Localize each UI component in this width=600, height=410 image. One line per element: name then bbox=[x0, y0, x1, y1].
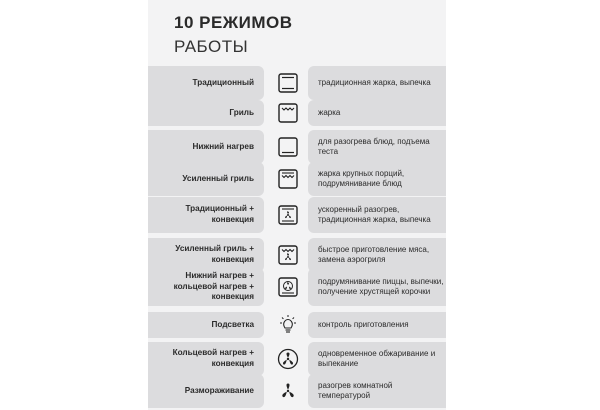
mode-name: Гриль bbox=[229, 107, 254, 117]
mode-name: Нижний нагрев + кольцевой нагрев + конвекция bbox=[173, 271, 254, 302]
mode-name: Нижний нагрев bbox=[192, 141, 254, 151]
mode-row-bottom-heat bbox=[148, 130, 446, 164]
page-subtitle: РАБОТЫ bbox=[174, 37, 249, 56]
mode-description: одновременное обжаривание и выпекание bbox=[318, 348, 436, 368]
oven-fan-grill-icon bbox=[275, 241, 301, 269]
mode-name: Кольцевой нагрев + конвекция bbox=[172, 348, 254, 368]
mode-description: разогрев комнатной температурой bbox=[318, 380, 393, 400]
mode-row-traditional-fan bbox=[148, 197, 446, 233]
mode-row-traditional bbox=[148, 66, 446, 100]
mode-row-grill bbox=[148, 100, 446, 126]
mode-description: жарка крупных порций, подрумянивание блюд bbox=[318, 168, 405, 188]
mode-name: Традиционный + конвекция bbox=[185, 204, 254, 224]
mode-row-bottom-ring-fan bbox=[148, 268, 446, 306]
oven-traditional-icon bbox=[275, 69, 301, 97]
mode-name: Усиленный гриль bbox=[182, 173, 254, 183]
mode-row-turbo-grill-fan bbox=[148, 238, 446, 272]
oven-fan-traditional-icon bbox=[275, 201, 301, 229]
mode-description: для разогрева блюд, подъема теста bbox=[318, 136, 430, 156]
mode-name: Традиционный bbox=[192, 77, 254, 87]
mode-description: быстрое приготовление мяса, замена аэрогриля bbox=[318, 244, 430, 264]
ring-fan-icon bbox=[275, 345, 301, 373]
mode-row-light bbox=[148, 312, 446, 338]
oven-ring-fan-icon bbox=[275, 273, 301, 301]
mode-name: Усиленный гриль + конвекция bbox=[175, 244, 254, 264]
mode-description: подрумянивание пиццы, выпечки, получение хрустящей корочки bbox=[318, 276, 444, 296]
oven-grill-icon bbox=[275, 100, 301, 126]
mode-row-turbo-grill bbox=[148, 162, 446, 196]
mode-description: контроль приготовления bbox=[318, 319, 409, 329]
mode-name: Подсветка bbox=[211, 319, 254, 329]
mode-description: традиционная жарка, выпечка bbox=[318, 77, 431, 87]
defrost-fan-icon bbox=[275, 377, 301, 405]
mode-row-ring-fan bbox=[148, 342, 446, 376]
mode-row-defrost bbox=[148, 374, 446, 408]
mode-name: Размораживание bbox=[184, 385, 254, 395]
mode-description: жарка bbox=[318, 107, 341, 117]
oven-turbo-grill-icon bbox=[275, 165, 301, 193]
page-title: 10 РЕЖИМОВ bbox=[174, 13, 293, 32]
lamp-icon bbox=[275, 312, 301, 338]
mode-description: ускоренный разогрев, традиционная жарка, выпечка bbox=[318, 204, 431, 224]
oven-bottom-heat-icon bbox=[275, 133, 301, 161]
